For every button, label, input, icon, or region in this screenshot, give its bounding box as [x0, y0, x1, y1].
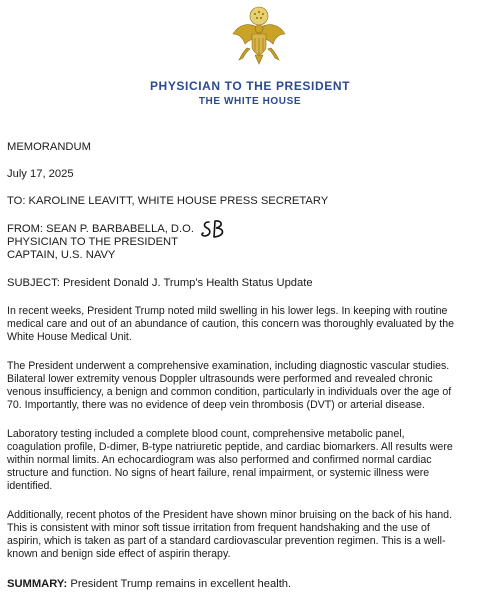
- letterhead-subtitle: THE WHITE HOUSE: [198, 96, 302, 107]
- summary-label: SUMMARY:: [7, 578, 68, 590]
- letterhead-title: PHYSICIAN TO THE PRESIDENT: [149, 79, 351, 93]
- body-paragraph-4: Additionally, recent photos of the President have shown minor bruising on the back of his hand. This is consistent with minor soft tissue irritation from frequent handshaking and the use of aspirin, which is taken as part of a standard cardiovascular prevention regimen. This is a well- known and benign side effect of aspirin therapy.: [7, 509, 453, 560]
- memo-date: July 17, 2025: [7, 168, 74, 180]
- body-paragraph-1: In recent weeks, President Trump noted mild swelling in his lower legs. In keeping with routine medical care and out of an abundance of caution, this concern was thoroughly evaluated by the White House Medical Unit.: [7, 305, 454, 343]
- body-paragraph-2: The President underwent a comprehensive examination, including diagnostic vascular studies. Bilateral lower extremity venous Doppler ultrasounds were performed and revealed chronic venous insufficiency, a benign and common condition, particularly in individuals over the age of 70. Importantly, there was no evidence of deep vein thrombosis (DVT) or arterial disease.: [7, 360, 452, 411]
- memo-to: TO: KAROLINE LEAVITT, WHITE HOUSE PRESS SECRETARY: [7, 195, 329, 207]
- presidential-seal-icon: [229, 4, 289, 66]
- summary-line: [7, 578, 291, 591]
- body-paragraph-3: Laboratory testing included a complete blood count, comprehensive metabolic panel, coagulation profile, D-dimer, B-type natriuretic peptide, and cardiac biomarkers. All results were within normal limits. An echocardiogram was also performed and confirmed normal cardiac structure and function. No signs of heart failure, renal impairment, or systemic illness were identified.: [7, 428, 453, 492]
- memo-subject: SUBJECT: President Donald J. Trump's Health Status Update: [7, 277, 313, 289]
- memo-from-title: PHYSICIAN TO THE PRESIDENT: [7, 236, 178, 248]
- signature-initials: [201, 218, 231, 240]
- memo-heading: MEMORANDUM: [7, 141, 91, 153]
- memo-from-name: FROM: SEAN P. BARBABELLA, D.O.: [7, 223, 194, 235]
- summary-text: President Trump remains in excellent health.: [67, 578, 292, 590]
- memo-from-rank: CAPTAIN, U.S. NAVY: [7, 249, 116, 261]
